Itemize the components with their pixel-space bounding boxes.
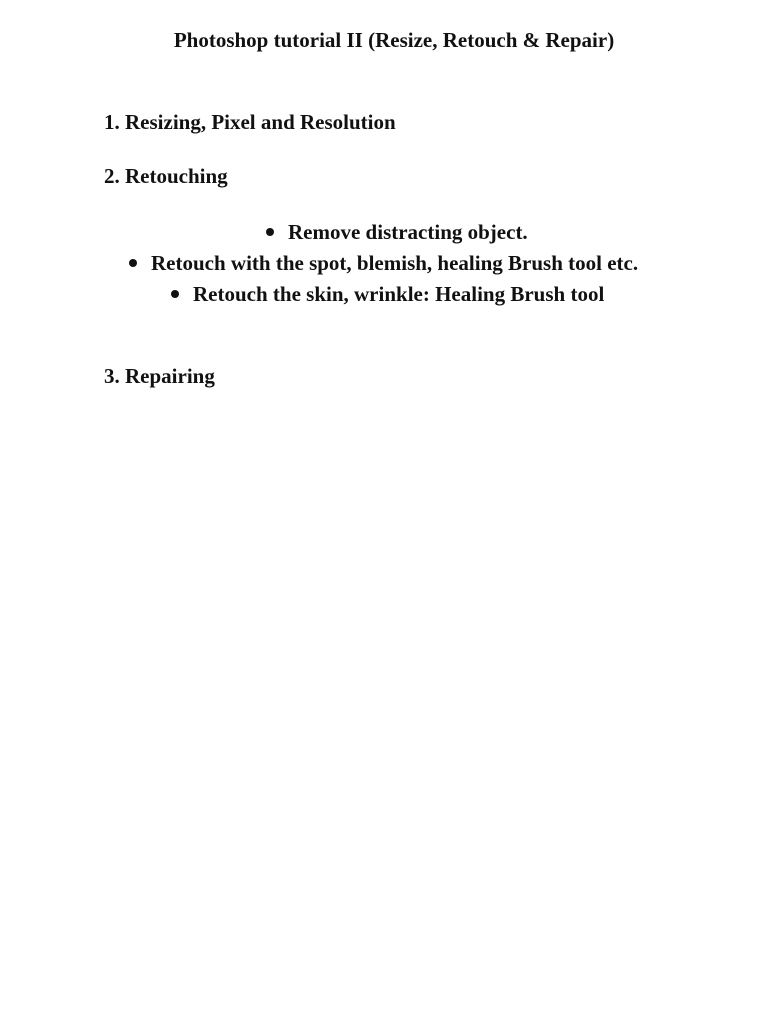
section-number: 3 <box>104 364 115 388</box>
section-text: . Resizing, Pixel and Resolution <box>114 110 396 134</box>
bullet-dot-icon <box>266 228 274 236</box>
bullet-dot-icon <box>171 290 179 298</box>
section-heading-repairing <box>104 364 215 389</box>
section-text: . Repairing <box>114 364 215 388</box>
bullet-item <box>171 282 604 307</box>
section-number: 1 <box>104 110 115 134</box>
section-heading-retouching <box>104 164 228 189</box>
bullet-item <box>266 220 528 245</box>
bullet-text: Retouch with the spot, blemish, healing Brush tool etc. <box>151 251 639 275</box>
bullet-text: Remove distracting object. <box>288 220 528 244</box>
bullet-text: Retouch the skin, wrinkle: Healing Brush tool <box>193 282 605 306</box>
bullet-item <box>129 251 638 276</box>
section-number: 2 <box>104 164 115 188</box>
bullet-dot-icon <box>129 259 137 267</box>
section-text: . Retouching <box>114 164 228 188</box>
section-heading-resizing <box>104 110 396 135</box>
page-title: Photoshop tutorial II (Resize, Retouch & Repair) <box>173 28 615 52</box>
